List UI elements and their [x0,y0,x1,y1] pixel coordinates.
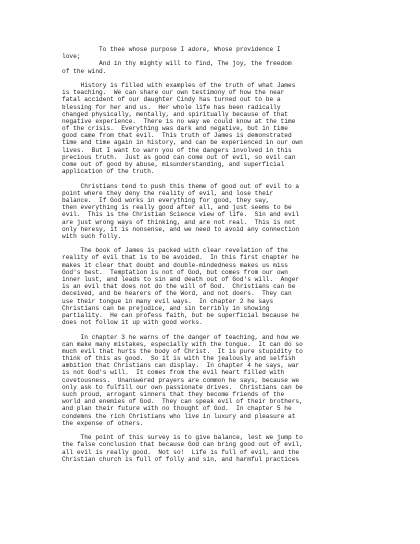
text-line: inner lust, and leads to sin and death out of God's will. Anger [62,276,300,283]
poem-verse [62,46,358,75]
text-line: In chapter 3 he warns of the danger of teaching, and how we [62,333,300,341]
text-line: Christian church is full of folly and sin, and harmful practices [62,455,300,463]
text-line: ambition that Christians can display. In chapter 4 he says, war [62,362,300,370]
paragraph-gap [62,427,358,434]
text-line: negative experience. There is no way we could know at the time [62,117,296,125]
text-line: such proud, arrogant sinners that they become friends of the [62,391,285,398]
text-line: condemns the rich Christians who live in luxury and pleasure at [62,412,296,420]
text-line: of the crisis. Everything was dark and negative, but in time [62,125,289,133]
text-line: can make many mistakes, especially with the tongue. It can do so [62,340,303,348]
text-line: world and enemies of God. They can speak evil of their brothers, [62,398,303,406]
text-line: come out of good by abuse, misunderstanding, and superficial [62,161,285,168]
text-line: think of this as good. So it is with the jealously and selfish [62,355,296,363]
text-line: then everything is really good after all, and just seems to be [62,204,292,212]
text-line: The book of James is packed with clear revelation of the [62,247,289,255]
paragraph-gap [62,75,358,82]
paragraph-gap [62,175,358,182]
text-line: application of the truth. [62,168,155,176]
text-line: only ask to fulfill our own passionate drives. Christians can be [62,383,303,391]
paragraph-james-chapter-3-5 [62,334,358,427]
text-line: time and time again in history, and can be experienced in our own [62,139,303,147]
text-line: balance. If God works in everything for good, they say, [62,196,270,204]
text-line: good came from that evil. This truth of James is demonstrated [62,132,292,140]
text-line: Christians can be prejudice, and sin terribly in showing [62,304,270,312]
text-line: is not God's will. It comes from the evil heart filled with [62,369,285,377]
text-line: fatal accident of our daughter Cindy has turned out to be a [62,96,281,104]
text-line: evil. This is the Christian Science view of life. Sin and evil [62,211,300,219]
paragraph-james-chapter-1-2 [62,247,358,326]
poem-line: To thee whose purpose I adore, Whose providence I [62,46,281,53]
paragraph-history [62,82,358,175]
poem-line: love; [62,53,81,61]
text-line: History is filled with examples of the truth of what James [62,81,296,89]
text-line: only heresy, it is nonsense, and we need to avoid any connection [62,225,300,233]
paragraph-gap [62,240,358,247]
poem-line: And in thy mighty will to find, The joy, the freedom [62,60,292,68]
text-line: makes it clear that doubt and double-mindedness makes us miss [62,261,289,269]
text-line: Christians tend to push this theme of good out of evil to a [62,182,300,190]
text-line: the false conclusion that because God can bring good out of evil, [62,441,303,449]
text-line: much evil that hurts the body of Christ. It is pure stupidity to [62,347,303,355]
text-line: and plan their future with no thought of God. In chapter 5 he [62,405,292,413]
text-line: God's best. Temptation is not of God, but comes from our own [62,268,289,276]
text-line: are just wrong ways of thinking, and are not real. This is not [62,218,296,226]
text-line: partiality. He can profess faith, but be superficial because he [62,311,300,319]
paragraph-survey-point [62,434,358,463]
text-line: precious truth. Just as good can come out of evil, so evil can [62,153,296,161]
text-line: point where they deny the reality of evil, and lose their [62,189,274,197]
text-line: all evil is really good. Not so! Life is full of evil, and the [62,448,300,456]
poem-line: of the wind. [62,67,107,75]
text-line: use their tongue in many evil ways. In chapter 2 he says [62,297,274,305]
text-line: does not follow it up with good works. [62,319,203,327]
text-line: changed physically, mentally, and spiritually because of that [62,110,289,118]
paragraph-gap [62,326,358,333]
text-line: deceived, and be hearers of the Word, and not doers. They can [62,290,292,298]
text-line: lives. But I want to warn you of the dangers involved in this [62,146,292,154]
paragraph-balance [62,183,358,241]
text-line: covetousness. Unanswered prayers are common he says, because we [62,376,300,384]
text-line: is teaching. We can share our own testimony of how the near [62,89,285,97]
text-line: The point of this survey is to give balance, lest we jump to [62,434,303,442]
text-line: blessing for her and us. Her whole life has been radically [62,103,281,111]
text-line: with such folly. [62,232,122,240]
text-line: reality of evil that is to be avoided. In this first chapter he [62,254,300,262]
text-line: is an evil that does not do the will of God. Christians can be [62,283,296,291]
text-line: the expense of others. [62,419,144,427]
